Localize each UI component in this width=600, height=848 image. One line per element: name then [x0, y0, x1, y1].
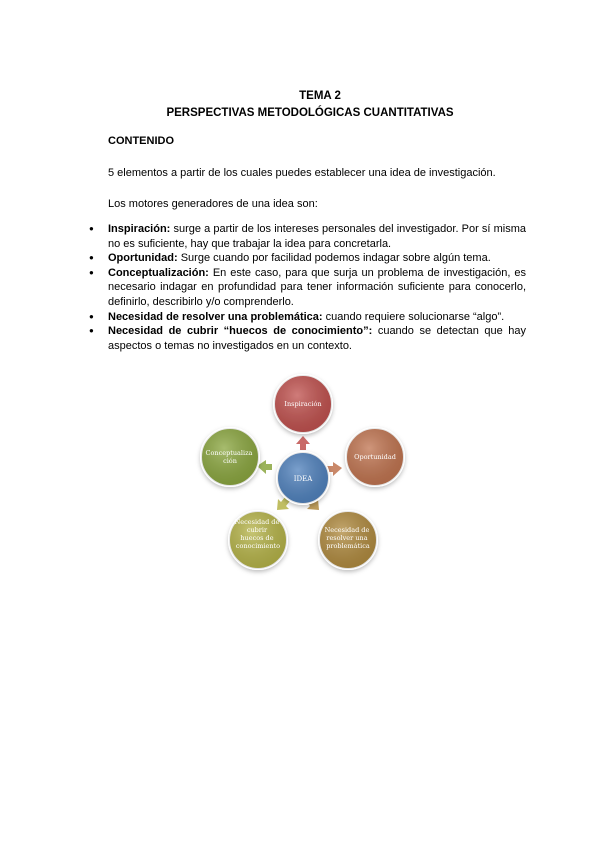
title-line-1: TEMA 2 [299, 90, 341, 102]
bullet-text: Surge cuando por facilidad podemos indagar sobre algún tema. [177, 252, 491, 265]
bullet-text: surge a partir de los intereses personales del investigador. Por sí misma no es suficiente, hay que trabajar la idea para concretarla. [108, 223, 526, 250]
node-label-oportunidad: Oportunidad [354, 453, 396, 461]
bullet-term: Necesidad de cubrir “huecos de conocimiento”: [108, 325, 373, 338]
contenido-heading: CONTENIDO [108, 135, 174, 147]
bullet-term: Inspiración: [108, 223, 171, 235]
node-label-huecos: Necesidad de cubrir huecos de conocimiento [234, 518, 281, 550]
motores-paragraph: Los motores generadores de una idea son: [108, 198, 318, 210]
bullet-term: Necesidad de resolver una problemática: [108, 310, 323, 323]
bullet-text: cuando requiere solucionarse “algo”. [322, 310, 505, 323]
title-line-2: PERSPECTIVAS METODOLÓGICAS CUANTITATIVAS [166, 107, 454, 119]
node-label-inspiracion: Inspiración [284, 400, 322, 408]
bullet-term: Oportunidad: [108, 252, 178, 265]
bullet-text: cuando se detectan que hay aspectos o temas no investigados en un contexto. [108, 325, 526, 352]
arrow-to-inspiracion [296, 436, 310, 450]
bullet-term: Conceptualización: [108, 266, 209, 279]
node-label-conceptualizacion: Conceptualiza ción [205, 449, 253, 465]
node-label-idea: IDEA [293, 475, 313, 483]
intro-paragraph: 5 elementos a partir de los cuales puedes establecer una idea de investigación. [108, 167, 496, 179]
node-label-problematica: Necesidad de resolver una problemática [324, 526, 370, 550]
bullet-text: En este caso, para que surja un problema de investigación, es necesario indagar en profundidad para tener información suficiente para conocerlo, definirlo, describirlo y/o comprenderlo. [108, 266, 526, 308]
